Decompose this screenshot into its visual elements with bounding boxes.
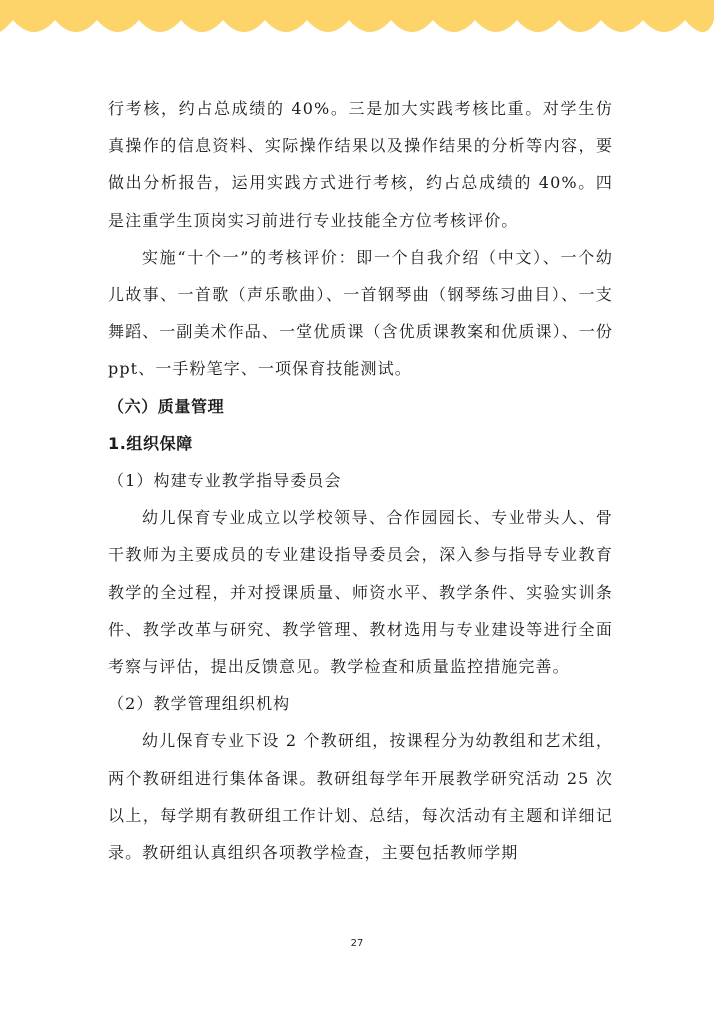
top-scalloped-banner bbox=[0, 0, 714, 44]
item-body-teaching-organization: 幼儿保育专业下设 2 个教研组，按课程分为幼教组和艺术组，两个教研组进行集体备课。教研组每学年开展教学研究活动 25 次以上，每学期有教研组工作计划、总结，每次活动有主题和详细记录。教研组认真组织各项教学检查，主要包括教师学期 bbox=[108, 731, 613, 863]
document-body bbox=[108, 90, 613, 871]
item-title-committee: （1）构建专业教学指导委员会 bbox=[108, 471, 342, 491]
body-paragraph-assessment: 行考核，约占总成绩的 40%。三是加大实践考核比重。对学生仿真操作的信息资料、实际操作结果以及操作结果的分析等内容，要做出分析报告，运用实践方式进行考核，约占总成绩的 40%。四是注重学生顶岗实习前进行专业技能全方位考核评价。 bbox=[108, 99, 613, 230]
item-title-teaching-organization: （2）教学管理组织机构 bbox=[108, 694, 291, 714]
subsection-heading-organization: 1.组织保障 bbox=[108, 433, 193, 453]
section-heading-quality-management: （六）质量管理 bbox=[108, 396, 225, 416]
page-number: 27 bbox=[350, 938, 364, 949]
item-body-committee: 幼儿保育专业成立以学校领导、合作园园长、专业带头人、骨干教师为主要成员的专业建设指导委员会，深入参与指导专业教育教学的全过程，并对授课质量、师资水平、教学条件、实验实训条件、教学改革与研究、教学管理、教材选用与专业建设等进行全面考察与评估，提出反馈意见。教学检查和质量监控措施完善。 bbox=[108, 508, 613, 677]
scalloped-border-decoration bbox=[0, 0, 714, 44]
body-paragraph-ten-ones: 实施“十个一”的考核评价：即一个自我介绍（中文）、一个幼儿故事、一首歌（声乐歌曲）、一首钢琴曲（钢琴练习曲目）、一支舞蹈、一副美术作品、一堂优质课（含优质课教案和优质课）、一份 ppt、一手粉笔字、一项保育技能测试。 bbox=[108, 247, 614, 379]
banner-scallop-shape bbox=[0, 0, 714, 32]
